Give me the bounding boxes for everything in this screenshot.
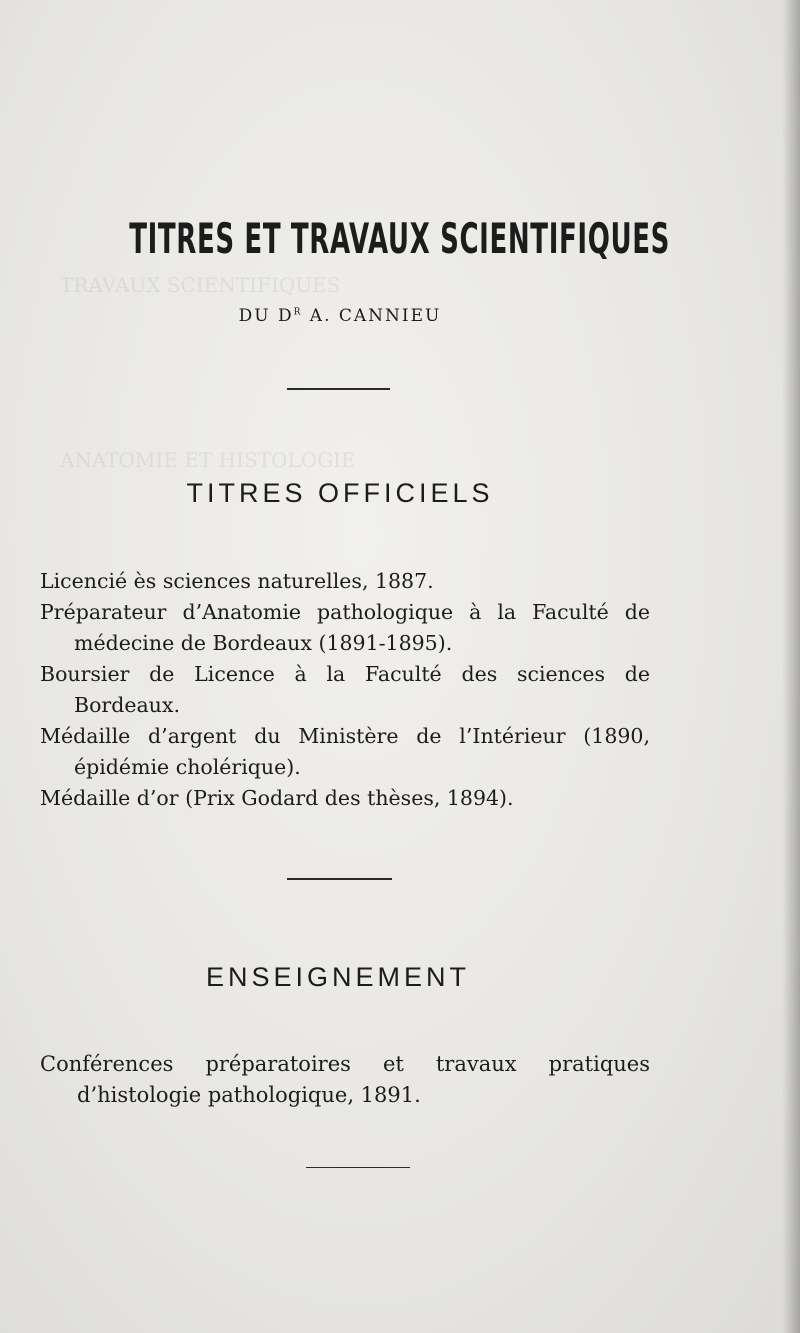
- entry-list-enseignement: [40, 1049, 650, 1111]
- list-item: Boursier de Licence à la Faculté des sciences de Bordeaux.: [40, 662, 650, 717]
- list-item: Médaille d’argent du Ministère de l’Intérieur (1890, épidémie cholérique).: [40, 724, 650, 779]
- author-superscript: R: [293, 307, 303, 318]
- show-through-text: TRAVAUX SCIENTIFIQUES: [60, 273, 341, 297]
- divider-rule: [287, 388, 390, 390]
- section-heading-enseignement: ENSEIGNEMENT: [205, 962, 471, 992]
- section-heading-titres-officiels: TITRES OFFICIELS: [186, 478, 494, 508]
- author-name: A. CANNIEU: [309, 306, 442, 326]
- author-prefix: DU D: [238, 306, 294, 326]
- list-item: Licencié ès sciences naturelles, 1887.: [40, 569, 434, 593]
- show-through-text: ANATOMIE ET HISTOLOGIE: [60, 448, 356, 472]
- list-item: Médaille d’or (Prix Godard des thèses, 1894).: [40, 786, 514, 810]
- list-item: Conférences préparatoires et travaux pratiques d’histologie pathologique, 1891.: [40, 1052, 650, 1107]
- divider-rule: [306, 1167, 410, 1168]
- entry-list-titres-officiels: [40, 566, 650, 814]
- page-edge-shadow: [782, 0, 800, 1333]
- list-item: Préparateur d’Anatomie pathologique à la Faculté de médecine de Bordeaux (1891-1895).: [40, 600, 650, 655]
- divider-rule: [287, 878, 392, 880]
- author-line: [0, 306, 680, 326]
- page-title: TITRES ET TRAVAUX SCIENTIFIQUES: [129, 214, 671, 263]
